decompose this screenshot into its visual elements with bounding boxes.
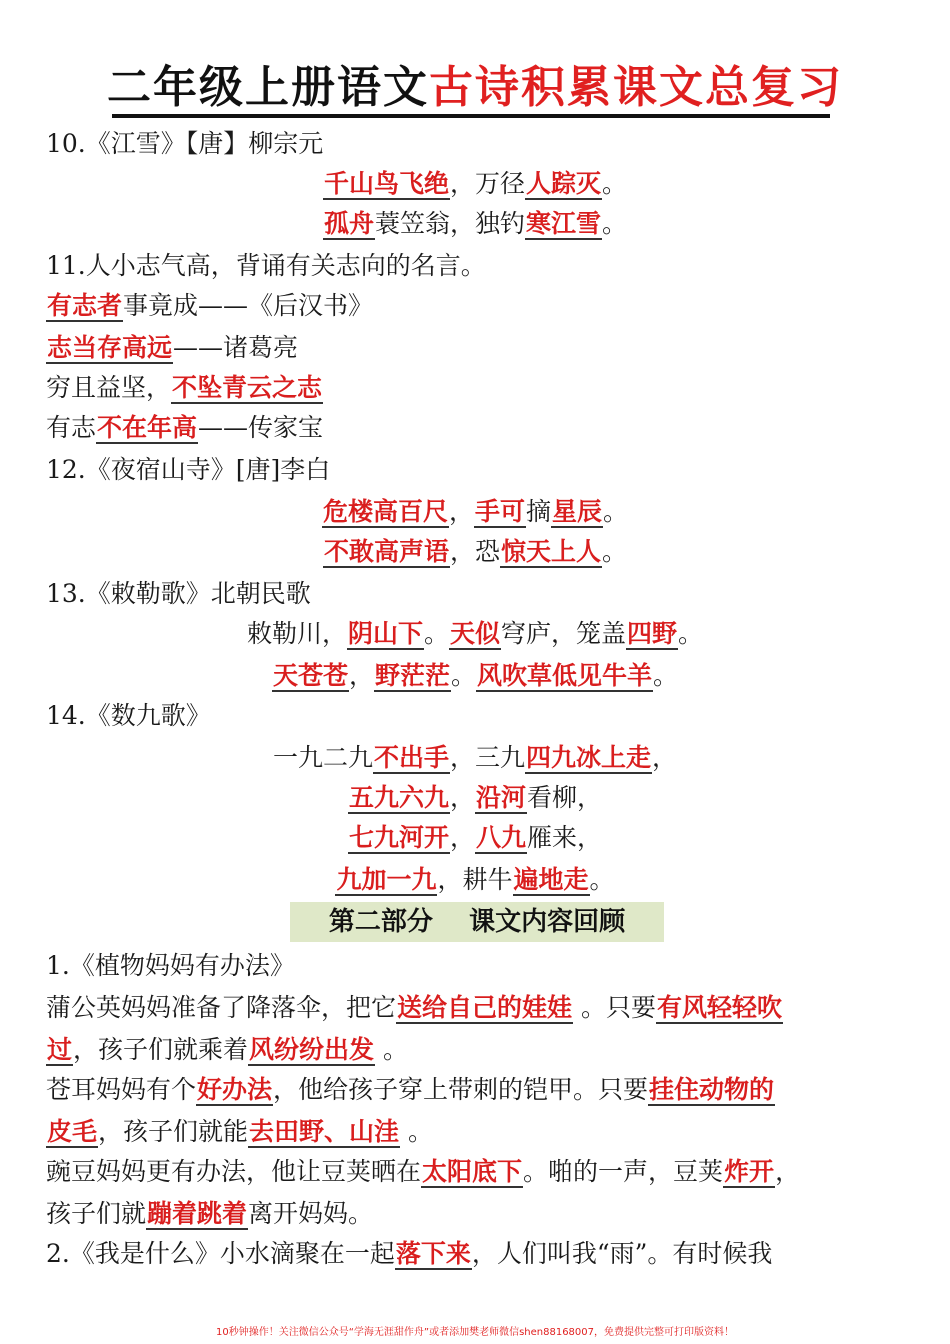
lesson-heading: 1.《植物妈妈有办法》 xyxy=(46,951,295,980)
poem-line: 天苍苍，野茫茫。风吹草低见牛羊。 xyxy=(272,661,679,690)
quote-line: 志当存高远——诸葛亮 xyxy=(47,333,299,362)
quote-line: 有志者事竟成——《后汉书》 xyxy=(47,291,374,320)
footer-note: 10秒钟操作！关注微信公众号“学海无涯甜作舟”或者添加樊老师微信shen88168007，免费提供完整可打印版资料！ xyxy=(215,1327,735,1338)
poem-line: 不敢高声语，恐惊天上人。 xyxy=(323,537,628,566)
page-title xyxy=(0,58,950,118)
poem-line: 孤舟蓑笠翁，独钓寒江雪。 xyxy=(323,209,628,238)
lesson-line: 孩子们就蹦着跳着离开妈妈。 xyxy=(46,1199,374,1228)
lesson-line: 2.《我是什么》小水滴聚在一起落下来，人们叫我“雨”。有时候我 xyxy=(46,1239,773,1268)
quote-line: 有志不在年高——传家宝 xyxy=(46,413,324,442)
poem-heading-shujiuge: 14.《数九歌》 xyxy=(46,701,211,730)
poem-line: 一九二九不出手，三九四九冰上走， xyxy=(272,743,678,772)
lesson-line: 豌豆妈妈更有办法，他让豆荚晒在太阳底下。啪的一声，豆荚炸开， xyxy=(46,1157,801,1186)
heading-mingyan: 11.人小志气高，背诵有关志向的名言。 xyxy=(46,251,486,280)
lesson-line: 苍耳妈妈有个好办法，他给孩子穿上带刺的铠甲。只要挂住动物的 xyxy=(46,1075,775,1104)
title-black: 二年级上册语文 xyxy=(107,62,429,113)
quote-line: 穷且益坚，不坠青云之志 xyxy=(46,373,323,402)
section-heading: 第二部分 课文内容回顾 xyxy=(290,902,664,942)
poem-heading-chilege: 13.《敕勒歌》北朝民歌 xyxy=(46,579,311,608)
poem-line: 九加一九，耕牛遍地走。 xyxy=(336,865,615,894)
poem-line: 千山鸟飞绝，万径人踪灭。 xyxy=(323,169,628,198)
title-underline xyxy=(112,114,830,118)
poem-line: 敕勒川，阴山下。天似穹庐，笼盖四野。 xyxy=(246,619,704,648)
poem-line: 危楼高百尺，手可摘星辰。 xyxy=(322,497,629,526)
poem-line: 七九河开，八九雁来， xyxy=(348,823,603,852)
lesson-line: 蒲公英妈妈准备了降落伞，把它送给自己的娃娃 。只要有风轻轻吹 xyxy=(46,993,782,1022)
title-red: 古诗积累课文总复习 xyxy=(429,62,843,113)
poem-heading-yesushansi: 12.《夜宿山寺》[唐]李白 xyxy=(46,455,331,484)
lesson-line: 皮毛，孩子们就能去田野、山洼 。 xyxy=(47,1117,433,1146)
poem-line: 五九六九，沿河看柳， xyxy=(348,783,603,812)
lesson-line: 过，孩子们就乘着风纷纷出发 。 xyxy=(47,1035,408,1064)
poem-heading-jiangxue: 10.《江雪》【唐】柳宗元 xyxy=(46,129,324,158)
